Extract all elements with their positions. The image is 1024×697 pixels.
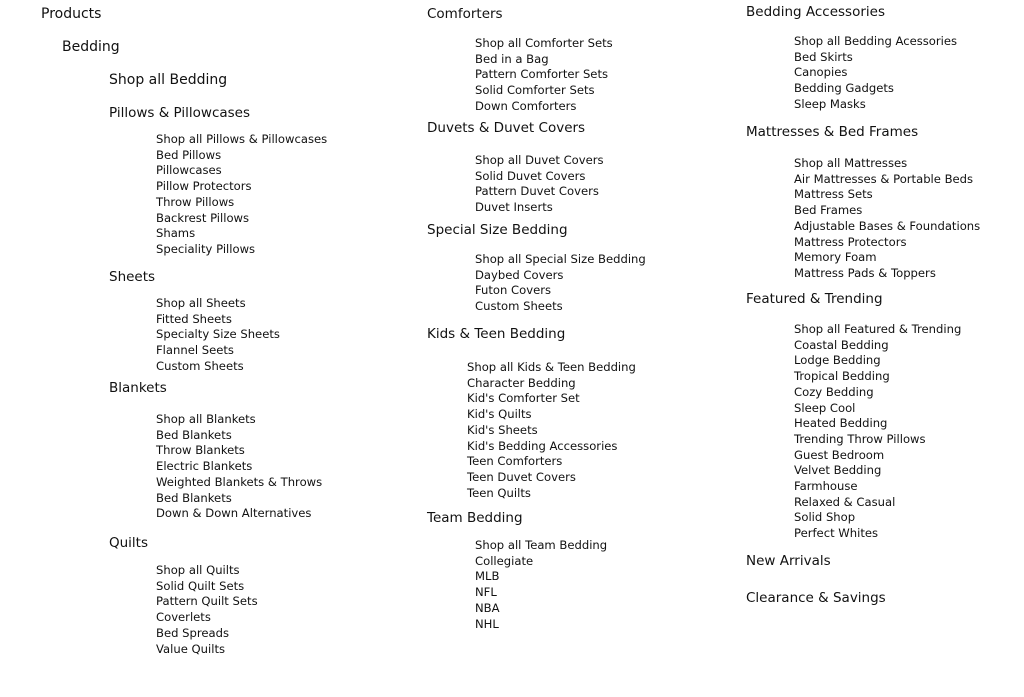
list-item: Shop all Kids & Teen Bedding bbox=[467, 360, 636, 374]
list-item: Down Comforters bbox=[475, 98, 577, 113]
list-item: Daybed Covers bbox=[475, 267, 564, 282]
list-item: Pillowcases bbox=[156, 163, 222, 178]
section-heading-kids-and-teen-bedding: Kids & Teen Bedding bbox=[427, 326, 566, 342]
list-item: Shop all Special Size Bedding bbox=[475, 252, 646, 266]
list-item: Character Bedding bbox=[467, 375, 576, 390]
list-item: Relaxed & Casual bbox=[794, 494, 896, 509]
section-heading-clearance-and-savings: Clearance & Savings bbox=[746, 590, 886, 606]
list-item: Electric Blankets bbox=[156, 459, 253, 474]
list-item: Kid's Sheets bbox=[467, 422, 538, 437]
list-item: Kid's Comforter Set bbox=[467, 391, 580, 406]
list-item: Bed Blankets bbox=[156, 427, 232, 442]
list-item: Heated Bedding bbox=[794, 416, 888, 431]
list-item: Mattress Sets bbox=[794, 187, 873, 202]
list-item: Cozy Bedding bbox=[794, 384, 874, 399]
list-item: Bed Frames bbox=[794, 203, 863, 218]
shop-all-bedding-node: Shop all Bedding bbox=[109, 72, 228, 88]
list-item: Pattern Quilt Sets bbox=[156, 594, 258, 609]
list-item: Bedding Gadgets bbox=[794, 81, 894, 96]
list-item: NFL bbox=[475, 585, 497, 600]
list-item: Bed Blankets bbox=[156, 490, 232, 505]
list-item: Shop all Mattresses bbox=[794, 156, 908, 170]
list-item: Teen Duvet Covers bbox=[467, 469, 576, 484]
list-item: Throw Blankets bbox=[156, 443, 245, 458]
section-heading-comforters: Comforters bbox=[427, 6, 503, 22]
list-item: Bed Spreads bbox=[156, 625, 229, 640]
list-item: Fitted Sheets bbox=[156, 311, 232, 326]
list-item: Shop all Pillows & Pillowcases bbox=[156, 132, 328, 146]
list-item: Shop all Featured & Trending bbox=[794, 322, 962, 336]
list-item: Sleep Masks bbox=[794, 96, 866, 111]
list-item: Trending Throw Pillows bbox=[794, 431, 926, 446]
list-item: Speciality Pillows bbox=[156, 241, 256, 256]
section-heading-sheets: Sheets bbox=[109, 269, 156, 285]
list-item: Coastal Bedding bbox=[794, 337, 889, 352]
list-item: Pattern Comforter Sets bbox=[475, 67, 609, 82]
list-item: Lodge Bedding bbox=[794, 353, 881, 368]
list-item: Air Mattresses & Portable Beds bbox=[794, 171, 974, 186]
section-heading-quilts: Quilts bbox=[109, 535, 149, 551]
list-item: Solid Duvet Covers bbox=[475, 168, 586, 183]
list-item: Value Quilts bbox=[156, 641, 226, 656]
section-heading-new-arrivals: New Arrivals bbox=[746, 553, 831, 569]
list-item: Solid Comforter Sets bbox=[475, 83, 595, 98]
list-item: Shop all Quilts bbox=[156, 563, 240, 577]
category-node-bedding: Bedding bbox=[62, 39, 120, 55]
list-item: Weighted Blankets & Throws bbox=[156, 474, 323, 489]
list-item: Mattress Pads & Toppers bbox=[794, 265, 936, 280]
list-item: Teen Comforters bbox=[467, 454, 563, 469]
list-item: Pattern Duvet Covers bbox=[475, 184, 599, 199]
list-item: Duvet Inserts bbox=[475, 200, 553, 215]
list-item: Perfect Whites bbox=[794, 526, 879, 541]
list-item: Adjustable Bases & Foundations bbox=[794, 218, 981, 233]
list-item: Bed Skirts bbox=[794, 49, 853, 64]
list-item: Mattress Protectors bbox=[794, 234, 907, 249]
list-item: Sleep Cool bbox=[794, 400, 856, 415]
list-item: Tropical Bedding bbox=[794, 369, 890, 384]
list-item: Shop all Duvet Covers bbox=[475, 153, 604, 167]
list-item: Custom Sheets bbox=[475, 299, 563, 314]
list-item: Velvet Bedding bbox=[794, 463, 882, 478]
list-item: Collegiate bbox=[475, 553, 534, 568]
list-item: NHL bbox=[475, 616, 499, 631]
list-item: Down & Down Alternatives bbox=[156, 506, 312, 521]
list-item: Kid's Quilts bbox=[467, 407, 532, 422]
list-item: Canopies bbox=[794, 65, 848, 80]
section-heading-blankets: Blankets bbox=[109, 380, 167, 396]
list-item: MLB bbox=[475, 569, 500, 584]
list-item: Solid Shop bbox=[794, 510, 856, 525]
list-item: Memory Foam bbox=[794, 250, 877, 265]
list-item: Teen Quilts bbox=[467, 485, 531, 500]
list-item: Pillow Protectors bbox=[156, 179, 252, 194]
list-item: Coverlets bbox=[156, 610, 211, 625]
list-item: Custom Sheets bbox=[156, 358, 244, 373]
section-heading-pillows-and-pillowcases: Pillows & Pillowcases bbox=[109, 105, 251, 121]
list-item: Farmhouse bbox=[794, 479, 858, 493]
list-item: Backrest Pillows bbox=[156, 210, 250, 225]
list-item: Shop all Bedding Acessories bbox=[794, 34, 958, 48]
list-item: Flannel Seets bbox=[156, 343, 234, 358]
list-item: Solid Quilt Sets bbox=[156, 578, 245, 593]
section-heading-mattresses-and-bed-frames: Mattresses & Bed Frames bbox=[746, 124, 919, 140]
section-heading-team-bedding: Team Bedding bbox=[427, 510, 523, 526]
list-item: NBA bbox=[475, 600, 500, 615]
section-heading-duvets-and-duvet-covers: Duvets & Duvet Covers bbox=[427, 120, 586, 136]
root-node-products: Products bbox=[41, 6, 102, 22]
list-item: Kid's Bedding Accessories bbox=[467, 438, 618, 453]
list-item: Shop all Comforter Sets bbox=[475, 36, 613, 50]
section-heading-special-size-bedding: Special Size Bedding bbox=[427, 222, 568, 238]
list-item: Shop all Sheets bbox=[156, 296, 246, 310]
section-heading-bedding-accessories: Bedding Accessories bbox=[746, 4, 885, 20]
list-item: Guest Bedroom bbox=[794, 447, 885, 462]
list-item: Bed in a Bag bbox=[475, 51, 549, 66]
section-heading-featured-and-trending: Featured & Trending bbox=[746, 291, 883, 307]
list-item: Specialty Size Sheets bbox=[156, 327, 280, 342]
list-item: Bed Pillows bbox=[156, 147, 222, 162]
list-item: Shop all Team Bedding bbox=[475, 538, 608, 552]
list-item: Futon Covers bbox=[475, 283, 552, 298]
list-item: Throw Pillows bbox=[156, 194, 235, 209]
list-item: Shams bbox=[156, 226, 196, 241]
list-item: Shop all Blankets bbox=[156, 412, 256, 426]
